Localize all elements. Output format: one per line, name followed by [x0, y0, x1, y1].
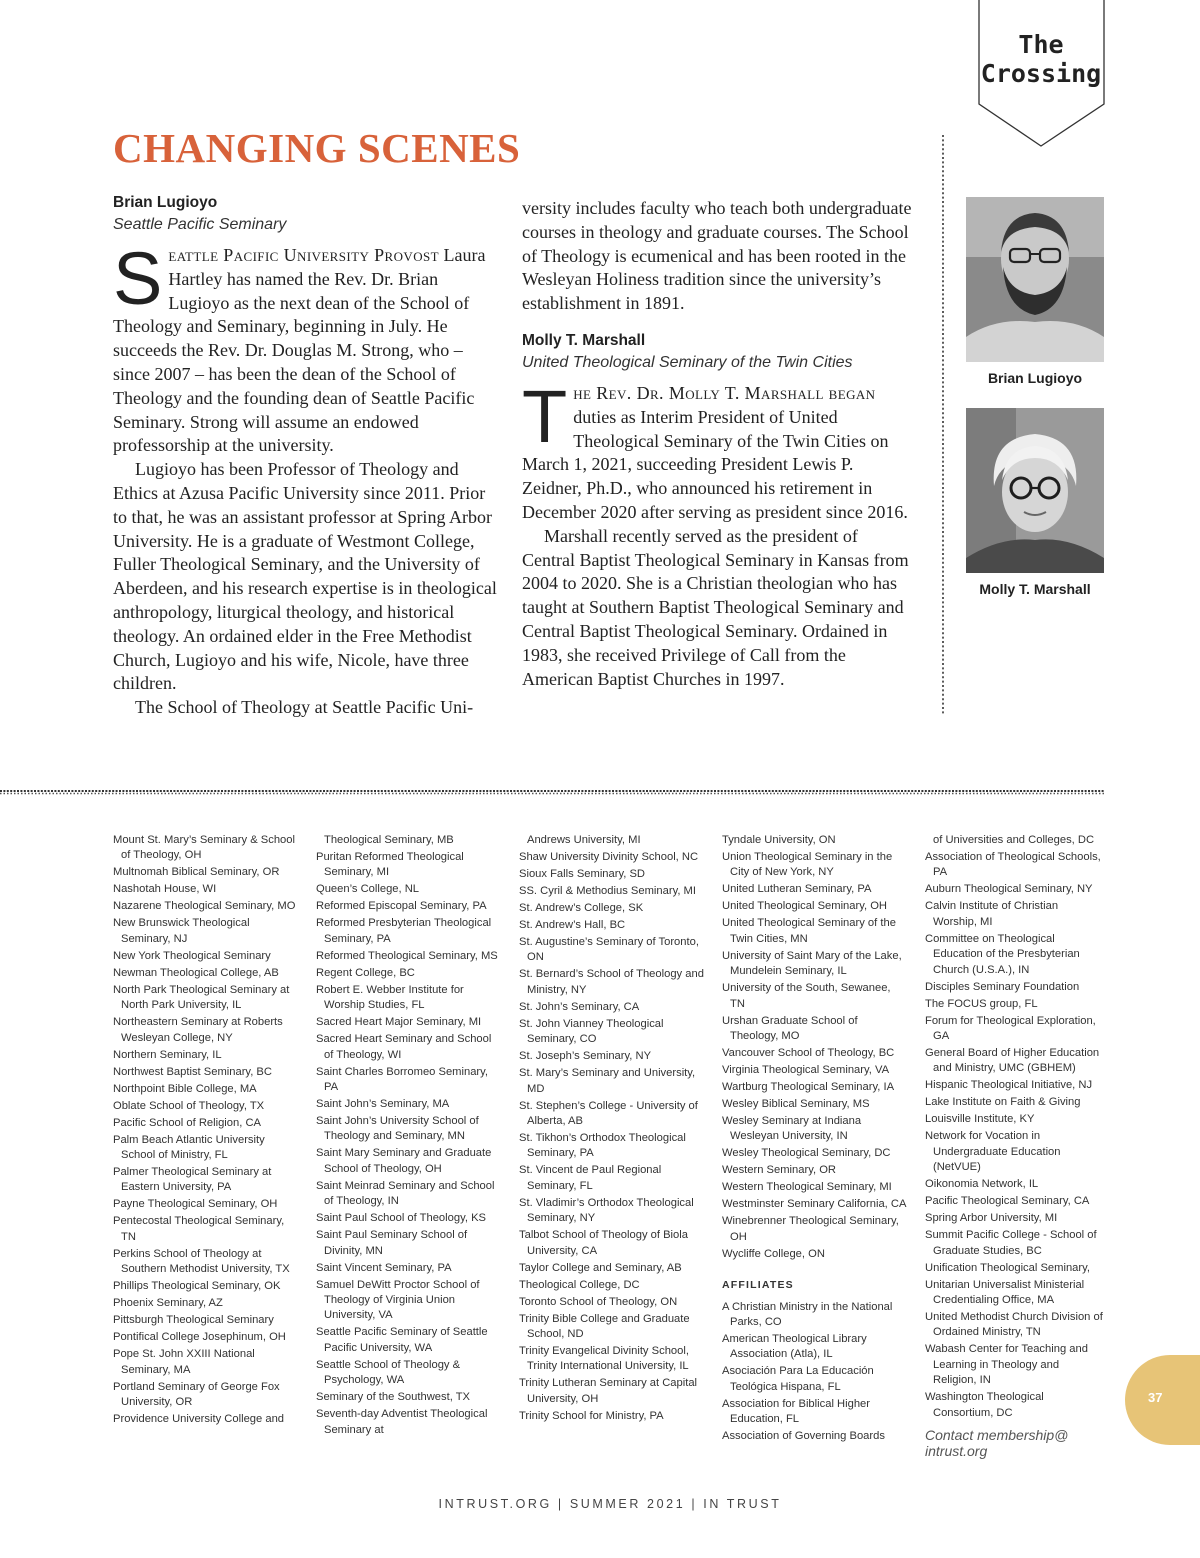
directory-entry: Forum for Theological Exploration, GA [925, 1014, 1096, 1043]
section-tab-line1: The [1018, 30, 1064, 59]
directory-entry: Asociación Para La Educación Teológica Hispana, FL [722, 1365, 874, 1393]
directory-entry: Network for Vocation in Undergraduate Education (NetVUE) [925, 1130, 1061, 1174]
affiliates-heading: AFFILIATES [722, 1279, 794, 1292]
directory-entry: St. Andrew’s College, SK [519, 902, 644, 914]
directory-entry: Association of Governing Boards [722, 1430, 885, 1443]
directory-entry: Summit Pacific College - School of Graduate Studies, BC [925, 1229, 1097, 1257]
directory-entry: A Christian Ministry in the National Parks, CO [722, 1300, 893, 1329]
directory-entry: Shaw University Divinity School, NC [519, 851, 699, 863]
directory-entry: St. Mary’s Seminary and University, MD [519, 1067, 696, 1095]
directory-entry: Taylor College and Seminary, AB [519, 1261, 682, 1274]
directory-entry-continued: Andrews University, MI [527, 834, 641, 846]
directory-entry: Vancouver School of Theology, BC [722, 1047, 895, 1060]
directory-entry: Saint John’s University School of Theology and Seminary, MN [316, 1115, 479, 1143]
directory-entry: New York Theological Seminary [113, 949, 271, 962]
directory-column-5-list [925, 833, 1105, 1421]
directory-entry: Saint Meinrad Seminary and School of Theology, IN [316, 1179, 495, 1208]
lugioyo-paragraph-1 [113, 237, 503, 458]
directory-entry: St. John’s Seminary, CA [519, 1000, 640, 1013]
portrait-brian-lugioyo [966, 197, 1104, 362]
page-number-tab [1125, 1355, 1200, 1445]
directory-entry: United Theological Seminary of the Twin Cities, MN [722, 917, 896, 945]
directory-entry: Trinity Bible College and Graduate School, ND [519, 1312, 690, 1341]
directory-entry: Nashotah House, WI [113, 883, 217, 896]
directory-entry: Payne Theological Seminary, OH [113, 1198, 278, 1211]
directory-entry: Puritan Reformed Theological Seminary, MI [316, 851, 464, 879]
directory-entry: Sacred Heart Major Seminary, MI [316, 1016, 482, 1029]
directory-column-4-list [722, 833, 908, 1262]
marshall-paragraph-2: Marshall recently served as the president of Central Baptist Theological Seminary in Kansas from 2004 to 2020. She is a Christian theologian who has taught at Southern Baptist Theological Seminary and Central Baptist Theological Seminary. Ordained in 1983, she received Privilege of Call from the American Baptist Churches in 1997. [522, 525, 909, 689]
directory-entry: General Board of Higher Education and Ministry, UMC (GBHEM) [925, 1047, 1100, 1075]
directory-entry: Toronto School of Theology, ON [519, 1295, 678, 1308]
directory-entry: Westminster Seminary California, CA [722, 1198, 907, 1211]
directory-entry: Palmer Theological Seminary at Eastern University, PA [113, 1166, 272, 1194]
marshall-paragraph-1 [522, 374, 914, 525]
directory-entry: United Lutheran Seminary, PA [722, 883, 872, 896]
directory-entry: Sioux Falls Seminary, SD [519, 868, 646, 880]
lugioyo-paragraph-3-cont: versity includes faculty who teach both undergraduate courses in theology and graduate courses. The School of Theology is ecumenical and has been rooted in the Wesleyan Holiness tradition since the university’s establishment in 1891. [522, 198, 912, 314]
directory-entry: Robert E. Webber Institute for Worship Studies, FL [316, 983, 464, 1012]
section-tab-line2: Crossing [980, 59, 1102, 88]
directory-entry: Multnomah Biblical Seminary, OR [113, 866, 280, 879]
directory-entry: Winebrenner Theological Seminary, OH [722, 1215, 899, 1243]
directory-entry: SS. Cyril & Methodius Seminary, MI [519, 885, 696, 897]
directory-entry: Saint Charles Borromeo Seminary, PA [316, 1065, 489, 1094]
portrait-molly-marshall [966, 408, 1104, 573]
directory-entry: Seattle Pacific Seminary of Seattle Pacific University, WA [316, 1326, 488, 1354]
directory-entry: Reformed Theological Seminary, MS [316, 949, 498, 962]
directory-entry: United Theological Seminary, OH [722, 900, 887, 913]
directory-entry: Western Seminary, OR [722, 1164, 836, 1177]
directory-entry: Lake Institute on Faith & Giving [925, 1096, 1081, 1109]
photo-caption-brian: Brian Lugioyo [987, 370, 1083, 386]
directory-entry: St. Bernard’s School of Theology and Ministry, NY [519, 968, 704, 996]
directory-entry: Saint John’s Seminary, MA [316, 1098, 450, 1111]
directory-entry: Northern Seminary, IL [113, 1048, 222, 1061]
directory-entry: Theological College, DC [519, 1278, 640, 1291]
directory-column-3 [519, 833, 705, 1426]
directory-entry: Hispanic Theological Initiative, NJ [925, 1079, 1093, 1092]
byline-name-lugioyo: Brian Lugioyo [113, 194, 218, 211]
directory-entry: Trinity Lutheran Seminary at Capital University, OH [519, 1377, 698, 1405]
directory-entry-continued: of Universities and Colleges, DC [933, 834, 1095, 846]
directory-entry: St. John Vianney Theological Seminary, CO [519, 1017, 664, 1046]
directory-column-2 [316, 833, 502, 1440]
affiliates-list [722, 1300, 908, 1445]
directory-entry: Saint Mary Seminary and Graduate School of Theology, OH [316, 1147, 492, 1175]
directory-entry: Urshan Graduate School of Theology, MO [722, 1014, 858, 1043]
marshall-paragraph-1-text: duties as Interim President of United Theological Seminary of the Twin Cities on March 1, 2021, succeeding President Lewis P. Zeidner, Ph.D., who announced his retirement in December 2020 after serving as president since 2016. [522, 406, 908, 522]
directory-entry: Saint Paul Seminary School of Divinity, MN [316, 1229, 468, 1257]
directory-entry: Louisville Institute, KY [925, 1113, 1035, 1126]
directory-entry: Oblate School of Theology, TX [113, 1099, 265, 1112]
directory-entry: Seminary of the Southwest, TX [316, 1391, 471, 1404]
section-tab [978, 0, 1106, 146]
directory-entry: New Brunswick Theological Seminary, NJ [113, 917, 250, 945]
directory-entry: Samuel DeWitt Proctor School of Theology of Virginia Union University, VA [316, 1278, 480, 1322]
vertical-rule-decoration [938, 135, 948, 715]
directory-entry: Reformed Presbyterian Theological Seminary, PA [316, 917, 492, 945]
directory-entry: Trinity Evangelical Divinity School, Trinity International University, IL [519, 1345, 689, 1373]
directory-entry: Providence University College and [113, 1413, 285, 1426]
directory-entry: American Theological Library Association (Atla), IL [722, 1333, 867, 1361]
directory-entry: Association for Biblical Higher Education, FL [722, 1397, 870, 1426]
directory-entry: University of Saint Mary of the Lake, Mundelein Seminary, IL [722, 949, 902, 978]
directory-entry: Wartburg Theological Seminary, IA [722, 1081, 895, 1094]
directory-entry: Regent College, BC [316, 966, 415, 979]
directory-entry: Wesley Seminary at Indiana Wesleyan University, IN [722, 1115, 862, 1143]
directory-entry: Pacific Theological Seminary, CA [925, 1195, 1090, 1208]
lugioyo-paragraph-1-text: Laura Hartley has named the Rev. Dr. Brian Lugioyo as the next dean of the School of Theology and Seminary, beginning in July. He succeeds the Rev. Dr. Douglas M. Strong, who – since 2007 – has been the dean of the School of Theology and the founding dean of Seattle Pacific Seminary. Strong will assume an endowed professorship at the university. [113, 245, 486, 456]
directory-entry: Unitarian Universalist Ministerial Credentialing Office, MA [925, 1278, 1085, 1307]
page-footer: INTRUST.ORG | SUMMER 2021 | IN TRUST [438, 1497, 782, 1511]
directory-entry: North Park Theological Seminary at North Park University, IL [113, 983, 290, 1012]
directory-entry: University of the South, Sewanee, TN [722, 982, 891, 1010]
directory-entry: Wesley Biblical Seminary, MS [722, 1098, 870, 1111]
directory-entry: Committee on Theological Education of the Presbyterian Church (U.S.A.), IN [925, 932, 1080, 976]
directory-entry: Mount St. Mary’s Seminary & School of Theology, OH [113, 834, 295, 862]
page-headline: CHANGING SCENES [113, 125, 521, 171]
article-column-2 [522, 197, 914, 691]
directory-entry: Northeastern Seminary at Roberts Wesleyan College, NY [113, 1016, 283, 1044]
directory-entry: Auburn Theological Seminary, NY [925, 883, 1093, 896]
directory-entry: Palm Beach Atlantic University School of Ministry, FL [113, 1133, 265, 1162]
byline-name-marshall: Molly T. Marshall [522, 331, 646, 349]
lugioyo-paragraph-3-start: The School of Theology at Seattle Pacific Uni- [135, 697, 474, 718]
directory-entry: St. Vladimir’s Orthodox Theological Seminary, NY [519, 1196, 694, 1225]
directory-entry: Newman Theological College, AB [113, 966, 279, 979]
directory-entry: St. Tikhon’s Orthodox Theological Seminary, PA [519, 1132, 686, 1160]
directory-entry: Wabash Center for Teaching and Learning in Theology and Religion, IN [925, 1343, 1088, 1387]
directory-entry: Saint Paul School of Theology, KS [316, 1212, 486, 1225]
directory-entry: Pentecostal Theological Seminary, TN [113, 1215, 285, 1243]
dropcap-s: S [113, 237, 163, 320]
dropcap-t: T [522, 374, 568, 458]
directory-entry: Northwest Baptist Seminary, BC [113, 1065, 272, 1078]
directory-entry: Pittsburgh Theological Seminary [113, 1314, 274, 1327]
directory-entry: Oikonomia Network, IL [925, 1178, 1039, 1191]
directory-entry: Spring Arbor University, MI [925, 1212, 1058, 1225]
directory-entry: The FOCUS group, FL [925, 997, 1038, 1010]
byline-school-lugioyo: Seattle Pacific Seminary [113, 216, 287, 233]
lugioyo-paragraph-2: Lugioyo has been Professor of Theology and Ethics at Azusa Pacific University since 2011. Prior to that, he was an assistant professor at Spring Arbor University. He is a graduate of Westmont College, Fuller Theological Seminary, and the University of Aberdeen, and his research expertise is in theological anthropology, liturgical theology, and historical theology. An ordained elder in the Free Methodist Church, Lugioyo and his wife, Nicole, have three children. [113, 459, 497, 694]
contact-membership-note: Contact membership@ intrust.org [925, 1427, 1069, 1460]
directory-entry: Talbot School of Theology of Biola University, CA [519, 1229, 688, 1257]
directory-entry: Phillips Theological Seminary, OK [113, 1280, 281, 1293]
directory-entry: Perkins School of Theology at Southern Methodist University, TX [113, 1247, 290, 1276]
directory-entry: Portland Seminary of George Fox University, OR [113, 1380, 280, 1409]
photo-caption-molly: Molly T. Marshall [979, 581, 1091, 597]
directory-entry: Saint Vincent Seminary, PA [316, 1261, 452, 1274]
directory-entry: Nazarene Theological Seminary, MO [113, 900, 296, 913]
directory-entry: Sacred Heart Seminary and School of Theology, WI [316, 1033, 492, 1061]
directory-entry: Trinity School for Ministry, PA [519, 1409, 664, 1422]
directory-entry: Washington Theological Consortium, DC [925, 1391, 1044, 1419]
directory-entry: Disciples Seminary Foundation [925, 980, 1080, 993]
section-tab-title [978, 30, 1104, 88]
directory-entry: Northpoint Bible College, MA [113, 1082, 257, 1095]
directory-entry: Queen’s College, NL [316, 883, 420, 896]
directory-entry: Seventh-day Adventist Theological Seminary at [316, 1408, 488, 1436]
horizontal-rule-decoration [0, 788, 1104, 796]
directory-entry: Calvin Institute of Christian Worship, MI [925, 900, 1059, 928]
article-column-1 [113, 192, 503, 720]
directory-entry: Reformed Episcopal Seminary, PA [316, 900, 487, 913]
directory-entry: Pacific School of Religion, CA [113, 1116, 261, 1129]
directory-entry: Phoenix Seminary, AZ [113, 1297, 223, 1310]
directory-entry: Virginia Theological Seminary, VA [722, 1064, 890, 1077]
directory-entry-continued: Theological Seminary, MB [324, 834, 454, 846]
directory-entry: St. Joseph’s Seminary, NY [519, 1050, 652, 1063]
directory-entry: Pope St. John XXIII National Seminary, MA [113, 1348, 255, 1376]
directory-column-4 [722, 833, 908, 1446]
directory-entry: St. Vincent de Paul Regional Seminary, FL [519, 1164, 662, 1192]
marshall-lead-in: he Rev. Dr. Molly T. Marshall began [573, 382, 876, 403]
directory-entry: St. Stephen’s College - University of Alberta, AB [519, 1099, 698, 1128]
directory-entry: St. Andrew’s Hall, BC [519, 919, 626, 931]
directory-entry: Tyndale University, ON [722, 834, 836, 846]
directory-entry: Seattle School of Theology & Psychology, WA [316, 1358, 461, 1387]
directory-column-5 [925, 833, 1105, 1459]
directory-entry: Wesley Theological Seminary, DC [722, 1147, 891, 1160]
page-number: 37 [1148, 1390, 1163, 1405]
directory-entry: Union Theological Seminary in the City of New York, NY [722, 851, 893, 879]
directory-entry: Pontifical College Josephinum, OH [113, 1331, 286, 1344]
lugioyo-lead-in: eattle Pacific University Provost [168, 245, 439, 265]
directory-entry: Association of Theological Schools, PA [925, 851, 1101, 879]
directory-entry: Western Theological Seminary, MI [722, 1181, 892, 1194]
directory-entry: Wycliffe College, ON [722, 1247, 825, 1260]
directory-column-1 [113, 833, 299, 1429]
directory-entry: St. Augustine’s Seminary of Toronto, ON [519, 936, 699, 964]
directory-entry: Unification Theological Seminary, [925, 1261, 1090, 1274]
directory-entry: United Methodist Church Division of Ordained Ministry, TN [925, 1311, 1103, 1339]
byline-school-marshall: United Theological Seminary of the Twin Cities [522, 353, 853, 371]
